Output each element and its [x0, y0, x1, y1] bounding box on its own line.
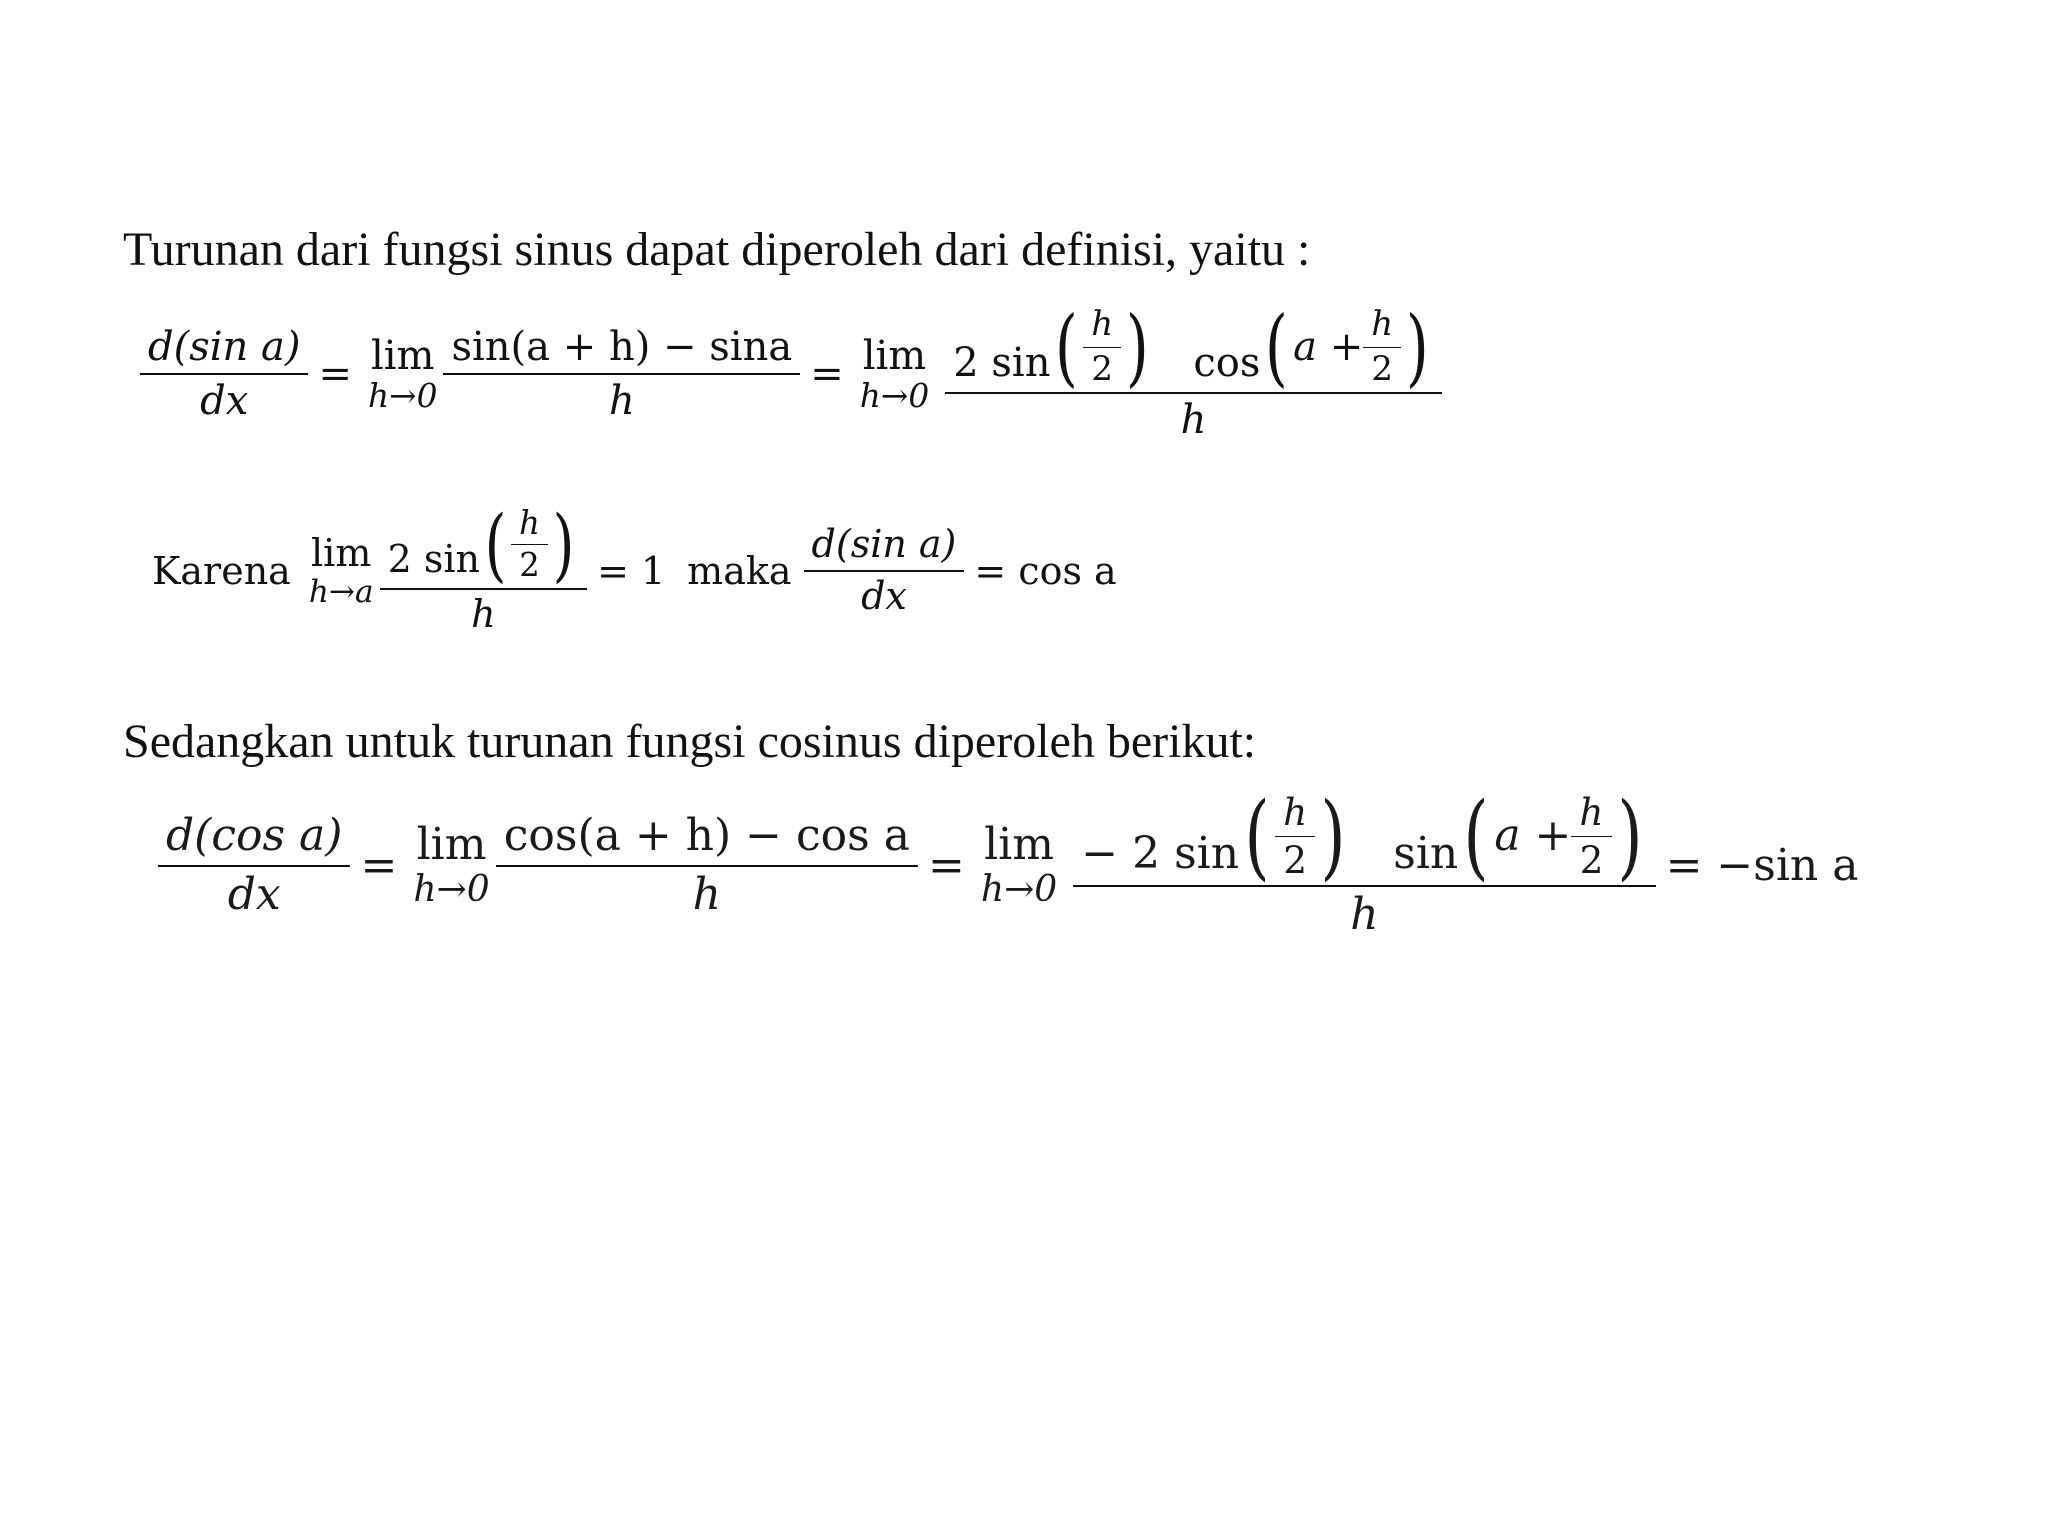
lim-subscript: h→0 [413, 867, 490, 910]
lhs-numerator: d(cos a) [166, 809, 343, 861]
fraction-bar [511, 544, 548, 545]
lhs-fraction [158, 811, 350, 920]
h-numerator: h [1371, 304, 1394, 345]
coefficient-sin: − 2 sin [1081, 828, 1240, 879]
difference-quotient [443, 324, 800, 424]
a-plus: a + [1494, 809, 1572, 861]
left-paren: ( [1265, 298, 1289, 396]
h-numerator: h [519, 504, 540, 543]
difference-numerator: cos(a + h) − cos a [503, 809, 910, 861]
coefficient-sin: 2 sin [953, 340, 1051, 386]
left-paren: ( [484, 498, 507, 591]
result-neg-sin-a: = −sin a [1665, 840, 1859, 891]
lim-word: lim [416, 819, 487, 871]
limit-operator [308, 530, 374, 610]
lhs-numerator: d(sin a) [148, 324, 301, 370]
h-over-2 [1571, 791, 1611, 882]
sin-half-denominator: h [471, 591, 496, 636]
difference-denominator: h [608, 378, 635, 424]
karena-equation [152, 498, 1127, 636]
derivative-denominator: dx [861, 573, 907, 618]
lim-subscript: h→0 [859, 376, 930, 415]
fraction-bar [1083, 347, 1121, 348]
right-paren: ) [1126, 298, 1150, 396]
limit-operator [368, 334, 437, 414]
sum-to-product-fraction [945, 298, 1442, 443]
a-plus: a + [1293, 324, 1364, 370]
h-over-2 [1083, 305, 1121, 388]
left-paren: ( [1055, 298, 1079, 396]
derivative-numerator: d(sin a) [811, 522, 957, 567]
fraction-bar [1073, 885, 1655, 887]
karena-word: Karena [152, 548, 291, 593]
right-paren: ) [1320, 782, 1346, 890]
left-paren: ( [1463, 782, 1489, 890]
cos-derivative-equation [158, 782, 1869, 941]
two-denominator: 2 [1283, 837, 1308, 882]
equals-sign: = [810, 351, 844, 397]
right-paren: ) [552, 498, 575, 591]
difference-denominator: h [692, 868, 722, 920]
cos-word: cos [1193, 340, 1261, 386]
limit-operator [860, 334, 929, 414]
lim-subscript: h→a [308, 573, 374, 610]
fraction-bar [1363, 347, 1401, 348]
h-numerator: h [1091, 304, 1114, 345]
h-numerator: h [1579, 789, 1604, 834]
fraction-bar [1275, 836, 1315, 837]
lim-subscript: h→0 [367, 376, 438, 415]
lim-word: lim [311, 530, 372, 575]
fraction-bar [158, 865, 350, 867]
sin-word: sin [1393, 828, 1459, 879]
sin-half-numerator [380, 498, 587, 591]
sum-to-product-denominator: h [1180, 397, 1207, 443]
equals-sign: = [927, 840, 965, 891]
lhs-denominator: dx [227, 868, 281, 920]
intro-paragraph: Turunan dari fungsi sinus dapat diperoleh dari definisi, yaitu : [123, 223, 1311, 276]
sum-to-product-denominator: h [1350, 889, 1379, 941]
fraction-bar [804, 570, 965, 572]
two-denominator: 2 [1579, 837, 1604, 882]
left-paren: ( [1244, 782, 1270, 890]
derivative-sin-fraction [804, 523, 965, 618]
difference-numerator: sin(a + h) − sina [451, 324, 793, 370]
limit-operator [981, 821, 1057, 909]
maka-word: maka [687, 548, 792, 593]
two-denominator: 2 [1371, 348, 1393, 389]
coefficient-sin: 2 sin [387, 537, 480, 581]
sum-to-product-numerator [1073, 782, 1655, 890]
sum-to-product-numerator [945, 298, 1442, 396]
two-denominator: 2 [1091, 348, 1113, 389]
equals-one: = 1 [597, 548, 666, 593]
fraction-bar [140, 373, 308, 375]
fraction-bar [443, 373, 800, 375]
fraction-bar [1571, 836, 1611, 837]
lim-subscript: h→0 [980, 867, 1058, 910]
sum-to-product-fraction [1073, 782, 1655, 941]
lim-word: lim [984, 819, 1054, 871]
fraction-bar [945, 392, 1442, 394]
lhs-denominator: dx [200, 378, 249, 424]
right-paren: ) [1616, 782, 1643, 890]
lhs-fraction [140, 324, 308, 424]
cos-intro-paragraph: Sedangkan untuk turunan fungsi cosinus diperoleh berikut: [123, 715, 1257, 768]
h-numerator: h [1283, 789, 1308, 834]
h-over-2 [511, 505, 548, 584]
h-over-2 [1275, 791, 1315, 882]
h-over-2 [1363, 305, 1401, 388]
fraction-bar [496, 865, 918, 867]
right-paren: ) [1406, 298, 1430, 396]
lim-word: lim [862, 332, 927, 379]
sin-half-over-h-fraction [380, 498, 587, 636]
result-cos-a: = cos a [974, 548, 1117, 593]
sin-derivative-equation [140, 298, 1442, 443]
equals-sign: = [360, 840, 398, 891]
lim-word: lim [370, 332, 435, 379]
limit-operator [413, 821, 489, 909]
equals-sign: = [318, 351, 352, 397]
difference-quotient [496, 811, 918, 920]
two-denominator: 2 [519, 546, 540, 585]
